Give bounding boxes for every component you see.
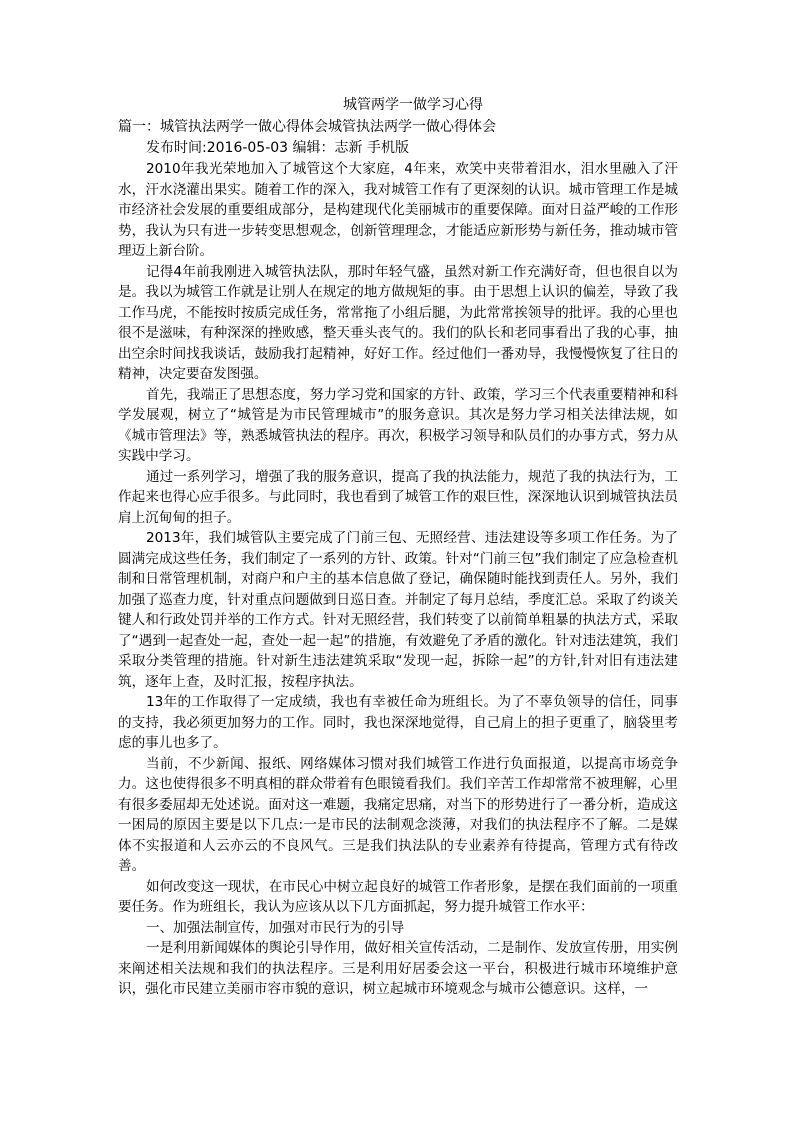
paragraph: 2010年我光荣地加入了城管这个大家庭，4年来，欢笑中夹带着泪水，泪水里融入了汗水，汗水浇灌出果实。随着工作的深入，我对城管工作有了更深刻的认识。城市管理工作是城市经济社会发展的重要组成部分，是构建现代化美丽城市的重要保障。面对日益严峻的工作形势，我认为只有进一步转变思想观念，创新管理理念，才能适应新形势与新任务，推动城市管理迈上新台阶。 — [118, 161, 678, 259]
paragraph: 记得4年前我刚进入城管执法队，那时年轻气盛，虽然对新工作充满好奇，但也很自以为是。我以为城管工作就是让别人在规定的地方做规矩的事。由于思想上认识的偏差，导致了我工作马虎，不能按时按质完成任务，常常拖了小组后腿，为此常常挨领导的批评。我的心里也很不是滋味，有种深深的挫败感，整天垂头丧气的。我们的队长和老同事看出了我的心事，抽出空余时间找我谈话，鼓励我打起精神，好好工作。经过他们一番劝导，我慢慢恢复了往日的精神，决定要奋发图强。 — [118, 263, 678, 382]
section-heading: 篇一：城管执法两学一做心得体会城管执法两学一做心得体会 — [118, 119, 496, 135]
paragraph: 如何改变这一现状，在市民心中树立起良好的城管工作者形象，是摆在我们面前的一项重要任务。作为班组长，我认为应该从以下几方面抓起，努力提升城管工作水平： — [118, 878, 678, 915]
paragraph: 13年的工作取得了一定成绩，我也有幸被任命为班组长。为了不辜负领导的信任，同事的支持，我必须更加努力的工作。同时，我也深深地觉得，自己肩上的担子更重了，脑袋里考虑的事儿也多了。 — [118, 694, 678, 751]
paragraph: 2013年，我们城管队主要完成了门前三包、无照经营、违法建设等多项工作任务。为了圆满完成这些任务，我们制定了一系列的方针、政策。针对“门前三包”我们制定了应急检查机制和日常管理机制，对商户和户主的基本信息做了登记，确保随时能找到责任人。另外，我们加强了巡查力度，针对重点问题做到日巡日查。并制定了每月总结，季度汇总。采取了约谈关键人和行政处罚并举的工作方式。针对无照经营，我们转变了以前简单粗暴的执法方式，采取了“遇到一起查处一起，查处一起一起”的措施，有效避免了矛盾的激化。针对违法建筑，我们采取分类管理的措施。针对新生违法建筑采取“发现一起，拆除一起”的方针,针对旧有违法建筑，逐年上查，及时汇报，按程序执法。 — [118, 530, 678, 690]
paragraph: 首先，我端正了思想态度，努力学习党和国家的方针、政策，学习三个代表重要精神和科学发展观，树立了“城管是为市民管理城市”的服务意识。其次是努力学习相关法律法规，如《城市管理法》等，熟悉城管执法的程序。再次，积极学习领导和队员们的办事方式，努力从实践中学习。 — [118, 386, 678, 464]
document-title: 城管两学一做学习心得 — [343, 97, 483, 113]
paragraph: 通过一系列学习，增强了我的服务意识，提高了我的执法能力，规范了我的执法行为，工作起来也得心应手很多。与此同时，我也看到了城管工作的艰巨性，深深地认识到城管执法员肩上沉甸甸的担子。 — [118, 468, 678, 526]
document-page — [118, 94, 678, 1000]
publish-meta: 发布时间:2016-05-03 编辑：志新 手机版 — [146, 140, 409, 156]
paragraph: 一是利用新闻媒体的舆论引导作用，做好相关宣传活动，二是制作、发放宣传册，用实例来阐述相关法规和我们的执法程序。三是利用好居委会这一平台，积极进行城市环境维护意识，强化市民建立美丽市容市貌的意识，树立起城市环境观念与城市公德意识。这样，一 — [118, 940, 678, 997]
paragraph: 当前，不少新闻、报纸、网络媒体习惯对我们城管工作进行负面报道，以提高市场竞争力。这也使得很多不明真相的群众带着有色眼镜看我们。我们辛苦工作却常常不被理解，心里有很多委屈却无处述说。面对这一难题，我痛定思痛，对当下的形势进行了一番分析，造成这一困局的原因主要是以下几点:一是市民的法制观念淡薄，对我们的执法程序不了解。二是媒体不实报道和人云亦云的不良风气。三是我们执法队的专业素养有待提高，管理方式有待改善。 — [118, 755, 678, 874]
subsection-heading: 一、加强法制宣传，加强对市民行为的引导 — [146, 919, 405, 936]
